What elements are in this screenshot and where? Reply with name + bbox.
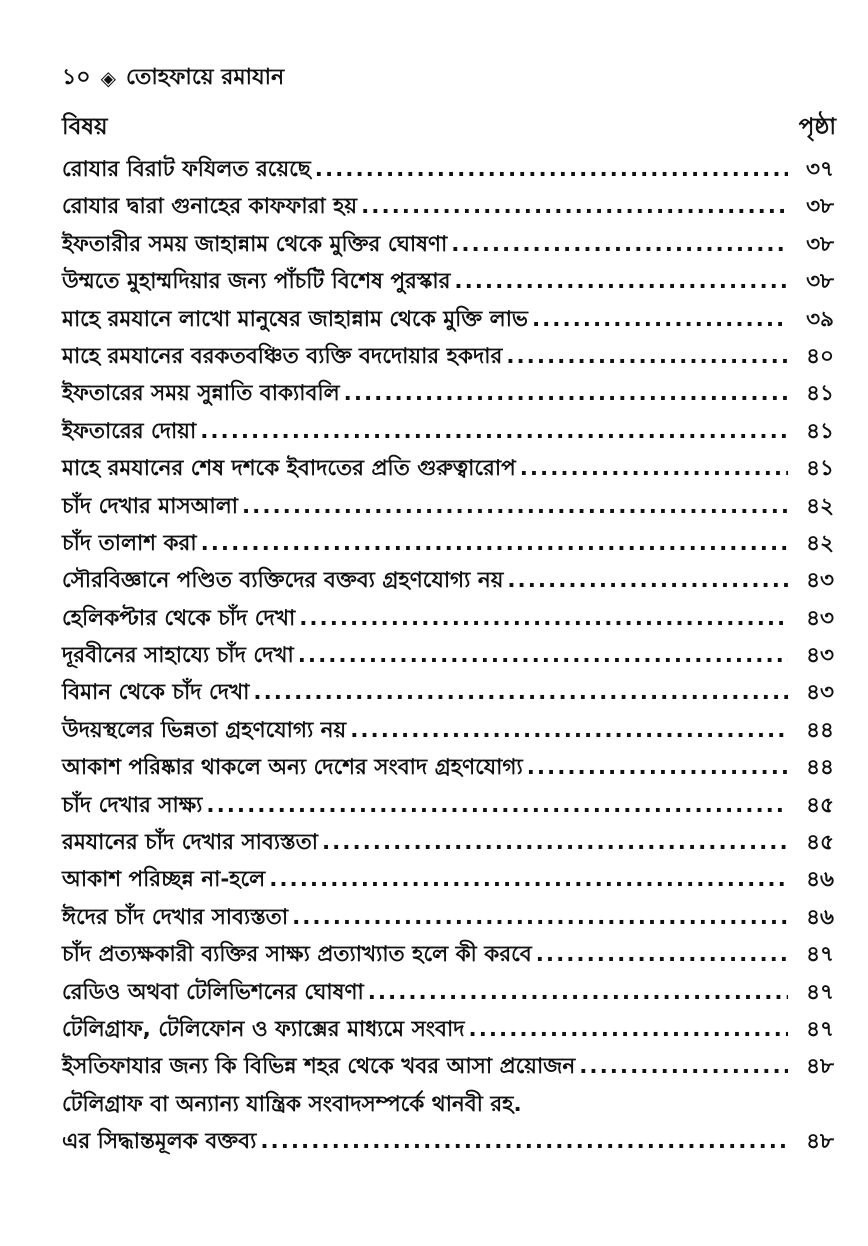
toc-entry-page: ৪৩ [806, 680, 834, 706]
toc-entry-page: ৪৬ [806, 904, 834, 930]
toc-entry [62, 639, 846, 676]
toc-entry [62, 265, 846, 302]
toc-entry [62, 340, 846, 377]
toc-entry-page: ৪৬ [806, 867, 834, 893]
toc-entry [62, 377, 846, 414]
dot-leader [269, 867, 788, 892]
dot-leader [344, 381, 788, 406]
book-title: তোহফায়ে রমাযান [125, 64, 285, 90]
toc-entry-title: টেলিগ্রাফ বা অন্যান্য যান্ত্রিক সংবাদসম্পর্কে থানবী রহ. [62, 1091, 522, 1117]
toc-entry-page: ৪৭ [806, 979, 834, 1005]
dot-leader [454, 269, 788, 294]
dot-leader [350, 718, 788, 743]
dot-leader [532, 307, 788, 332]
toc-entry-page: ৪৮ [806, 1129, 834, 1155]
toc-entry-title: সৌরবিজ্ঞানে পণ্ডিত ব্যক্তিদের বক্তব্য গ্রহণযোগ্য নয় [62, 568, 504, 594]
subject-heading: বিষয় [62, 114, 108, 140]
dot-leader [527, 755, 788, 780]
dot-leader [315, 157, 788, 182]
toc-entry-page: ৪৫ [806, 792, 834, 818]
dot-leader [253, 680, 788, 705]
toc-entry-page: ৩৮ [806, 194, 834, 220]
toc-entry-last-line1 [62, 1088, 846, 1125]
toc-entry [62, 938, 846, 975]
dot-leader [206, 793, 788, 818]
toc-entry-title: চাঁদ দেখার সাক্ষ্য [62, 792, 203, 818]
dot-leader [242, 494, 788, 519]
toc-entry-title: ইফতারের দোয়া [62, 418, 197, 444]
toc-entry-title: উদয়স্থলের ভিন্নতা গ্রহণযোগ্য নয় [62, 717, 347, 743]
page-number: ১০ [62, 64, 91, 90]
toc-entry [62, 602, 846, 639]
dot-leader [299, 606, 788, 631]
toc-entry [62, 1050, 846, 1087]
dot-leader [451, 232, 788, 257]
toc-entry-page: ৩৮ [806, 231, 834, 257]
toc-entry-title: এর সিদ্ধান্তমূলক বক্তব্য [62, 1129, 257, 1155]
toc-entry-page: ৪৮ [806, 1054, 834, 1080]
toc-entry-page: ৪৩ [806, 643, 834, 669]
toc-entry-title: রেডিও অথবা টেলিভিশনের ঘোষণা [62, 979, 364, 1005]
toc-entry-title: চাঁদ তালাশ করা [62, 530, 197, 556]
toc-entry [62, 826, 846, 863]
toc-entry-page: ৪১ [806, 456, 834, 482]
toc-entry-title: চাঁদ দেখার মাসআলা [62, 493, 239, 519]
toc-entry [62, 527, 846, 564]
dot-leader [506, 344, 788, 369]
toc-entry-title: আকাশ পরিষ্কার থাকলে অন্য দেশের সংবাদ গ্রহণযোগ্য [62, 755, 523, 781]
toc-entry-title: হেলিকপ্টার থেকে চাঁদ দেখা [62, 605, 296, 631]
toc-entry-page: ৪৫ [806, 830, 834, 856]
toc-entry-title: বিমান থেকে চাঁদ দেখা [62, 680, 250, 706]
dot-leader [469, 1017, 788, 1042]
toc-entry-page: ৪১ [806, 381, 834, 407]
toc-entry-title: ইফতারের সময় সুন্নাতি বাক্যাবলি [62, 381, 340, 407]
dot-leader [322, 830, 788, 855]
table-of-contents [62, 153, 846, 1088]
dot-leader [520, 456, 788, 481]
toc-entry-title: চাঁদ প্রত্যক্ষকারী ব্যক্তির সাক্ষ্য প্রত্যাখ্যাত হলে কী করবে [62, 942, 532, 968]
toc-entry [62, 228, 846, 265]
dot-leader [368, 980, 788, 1005]
toc-entry [62, 303, 846, 340]
toc-entry [62, 490, 846, 527]
toc-entry [62, 751, 846, 788]
page-heading: পৃষ্ঠা [798, 114, 836, 140]
toc-entry-page: ৩৮ [806, 269, 834, 295]
toc-entry-page: ৪০ [806, 343, 834, 369]
toc-entry [62, 976, 846, 1013]
column-headings [62, 111, 846, 147]
toc-entry-title: ঈদের চাঁদ দেখার সাব্যস্ততা [62, 904, 289, 930]
toc-entry [62, 452, 846, 489]
toc-entry [62, 153, 846, 190]
toc-entry [62, 676, 846, 713]
toc-entry-page: ৪৩ [806, 605, 834, 631]
toc-entry [62, 789, 846, 826]
toc-entry-title: আকাশ পরিচ্ছন্ন না-হলে [62, 867, 266, 893]
toc-entry-page: ৪১ [806, 418, 834, 444]
toc-entry [62, 863, 846, 900]
toc-entry [62, 714, 846, 751]
toc-entry-page: ৪২ [806, 530, 834, 556]
dot-leader [507, 568, 788, 593]
toc-entry [62, 190, 846, 227]
toc-entry-page: ৪৩ [806, 568, 834, 594]
dot-leader [579, 1054, 788, 1079]
dot-leader [260, 1129, 788, 1154]
ornament-icon: ◈ [100, 66, 116, 90]
toc-entry-title: ইফতারীর সময় জাহান্নাম থেকে মুক্তির ঘোষণা [62, 231, 448, 257]
dot-leader [361, 194, 788, 219]
toc-entry-page: ৪৭ [806, 942, 834, 968]
toc-entry-page: ৪২ [806, 493, 834, 519]
toc-entry [62, 901, 846, 938]
toc-entry-title: দূরবীনের সাহায্যে চাঁদ দেখা [62, 643, 294, 669]
toc-entry-page: ৪৭ [806, 1016, 834, 1042]
toc-entry-page: ৪৪ [806, 717, 834, 743]
toc-entry-title: মাহে রমযানে লাখো মানুষের জাহান্নাম থেকে মুক্তি লাভ [62, 306, 528, 332]
toc-entry-title: রমযানের চাঁদ দেখার সাব্যস্ততা [62, 830, 318, 856]
toc-entry-page: ৪৪ [806, 755, 834, 781]
toc-entry-title: ইসতিফাযার জন্য কি বিভিন্ন শহর থেকে খবর আসা প্রয়োজন [62, 1054, 576, 1080]
dot-leader [200, 419, 788, 444]
toc-entry-last-line2 [62, 1125, 846, 1162]
toc-entry-title: মাহে রমযানের শেষ দশকে ইবাদতের প্রতি গুরুত্বারোপ [62, 456, 516, 482]
toc-entry-page: ৩৯ [806, 306, 834, 332]
toc-entry-title: উম্মতে মুহাম্মদিয়ার জন্য পাঁচটি বিশেষ পুরস্কার [62, 269, 451, 295]
dot-leader [298, 643, 788, 668]
dot-leader [292, 905, 788, 930]
dot-leader [536, 942, 788, 967]
toc-entry [62, 564, 846, 601]
toc-entry [62, 415, 846, 452]
dot-leader [201, 531, 788, 556]
toc-entry [62, 1013, 846, 1050]
toc-entry-title: রোযার দ্বারা গুনাহের কাফফারা হয় [62, 194, 358, 220]
running-header [62, 58, 846, 98]
toc-entry-page: ৩৭ [806, 157, 834, 182]
toc-entry-title: মাহে রমযানের বরকতবঞ্চিত ব্যক্তি বদদোয়ার হকদার [62, 343, 503, 369]
toc-entry-title: রোযার বিরাট ফযিলত রয়েছে [62, 157, 311, 182]
toc-entry-title: টেলিগ্রাফ, টেলিফোন ও ফ্যাক্সের মাধ্যমে সংবাদ [62, 1016, 465, 1042]
